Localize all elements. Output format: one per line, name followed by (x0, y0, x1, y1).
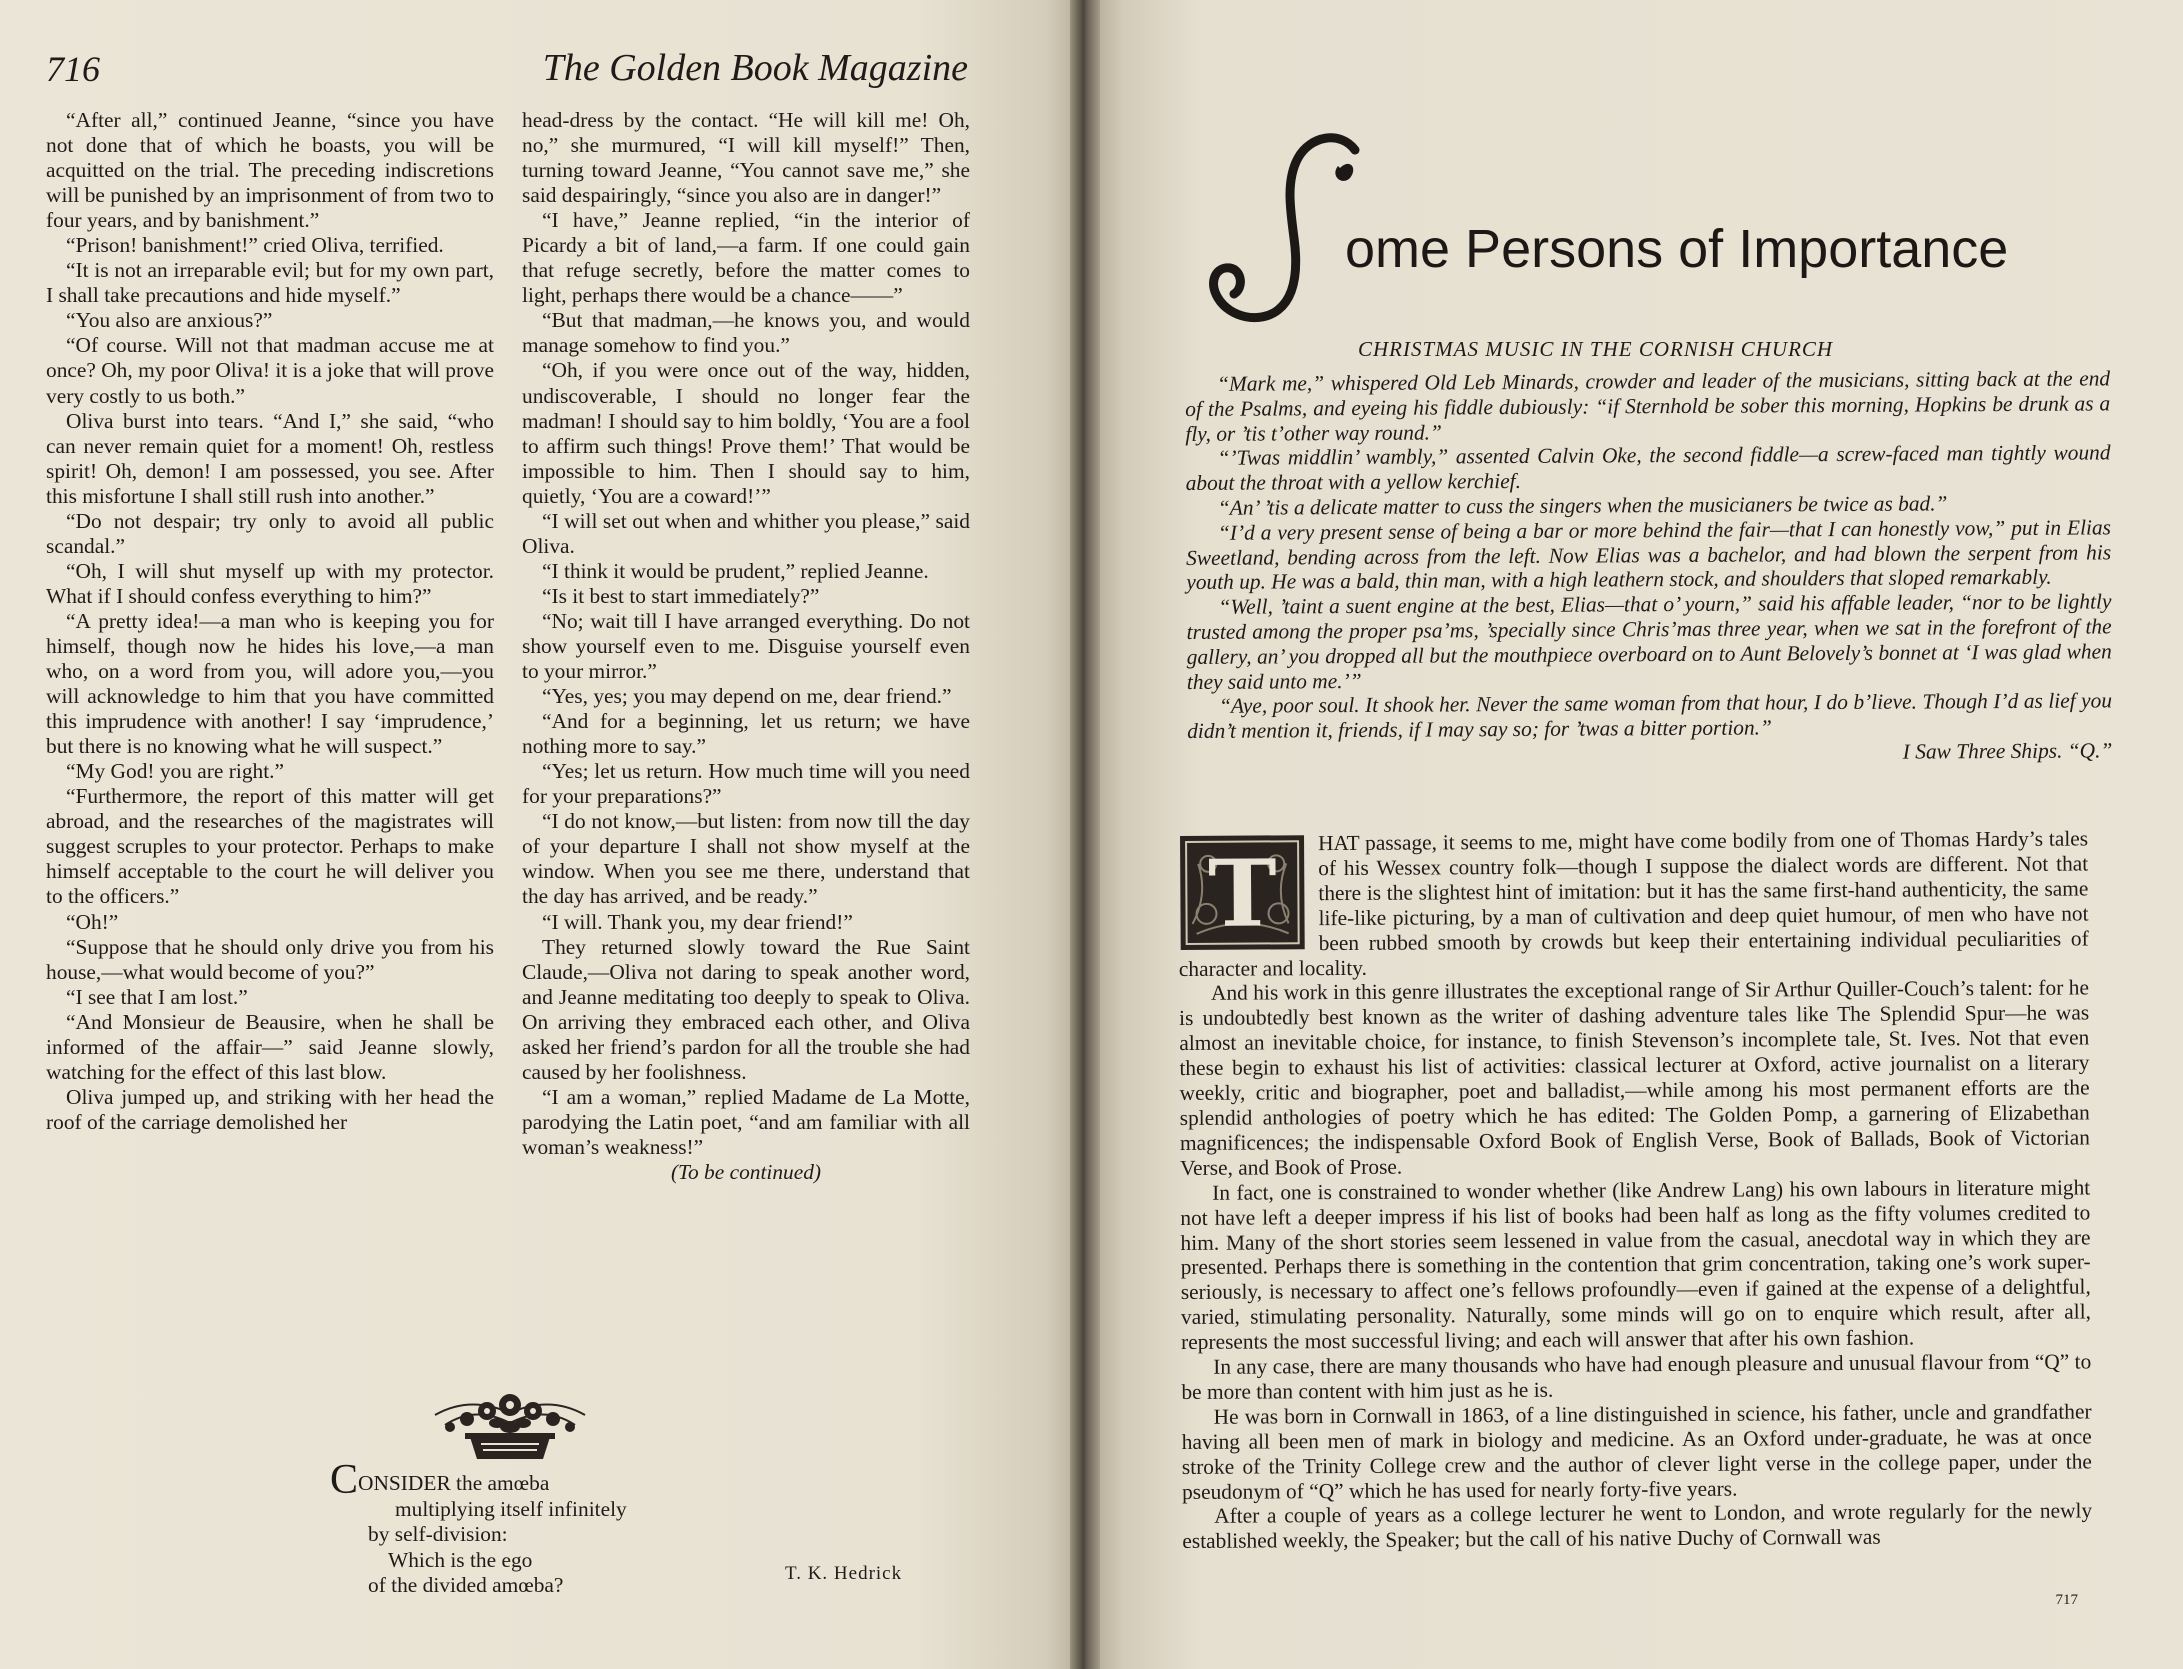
poem-author: T. K. Hedrick (785, 1563, 903, 1584)
paragraph: In any case, there are many thousands who have had enough pleasure and unusual flavour from “Q” to be more than content with him just as he is. (1181, 1349, 2092, 1404)
paragraph: “Suppose that he should only drive you from his house,—what would become of you?” (46, 934, 494, 984)
poem-line: multiplying itself infinitely (395, 1496, 627, 1521)
flower-basket-ornament-icon (425, 1375, 595, 1465)
poem-initial: C (330, 1457, 359, 1503)
paragraph: “Furthermore, the report of this matter will get abroad, and the researches of the magistrates will suggest scruples to your protector. Perhaps to make himself acceptable to the court he will deliver you to the officers.” (46, 784, 494, 909)
quote-paragraph: “Mark me,” whispered Old Leb Minards, crowder and leader of the musicians, sitting back at the end of the Psalms, and eyeing his fiddle dubiously: “if Sternhold be sober this morning, Hopkins be drunk as a fly, or ’tis t’other way round.” (1185, 366, 2111, 446)
paragraph: “After all,” continued Jeanne, “since you have not done that of which he boasts, you will be acquitted on the trial. The preceding indiscretions will be punished by an imprisonment of from two to four years, and by banishment.” (46, 108, 494, 233)
left-page (0, 0, 1078, 1669)
article-subhead: CHRISTMAS MUSIC IN THE CORNISH CHURCH (1358, 337, 1834, 361)
left-column-2 (522, 108, 970, 1185)
title-initial-text: S (1190, 128, 1191, 129)
paragraph: “Oh, I will shut myself up with my protector. What if I should confess everything to him?” (46, 558, 494, 608)
quote-paragraph: “I’d a very present sense of being a bar or more behind the fair—that I can honestly vow,” put in Elias Sweetland, bending across from the left. Now Elias was a bachelor, and had blown the serpent from his youth up. He was a bald, thin man, with a high leathern stock, and shoulders that sloped remarkably. (1186, 515, 2112, 595)
paragraph: “I will set out when and whither you please,” said Oliva. (522, 508, 970, 558)
paragraph: He was born in Cornwall in 1863, of a line distinguished in science, his father, uncle and grandfather having all been men of mark in biology and medicine. As an Oxford under-graduate, he was at once stroke of the Trinity College crew and the author of clever light verse in the college paper, under the pseudonym of “Q” which he has used for nearly forty-five years. (1181, 1399, 2092, 1504)
quote-paragraph: “Well, ’taint a suent engine at the best, Elias—that o’ yourn,” said his affable leader, “nor to be lightly trusted among the proper psa’ms, ’specially since Chris’mas three year, when we sat in the forefront of the gallery, an’ you dropped all but the mouthpiece overboard on to Aunt Belovely’s bonnet at ‘I was glad when they said unto me.’” (1186, 589, 2112, 694)
paragraph: “Yes; let us return. How much time will you need for your preparations?” (522, 759, 970, 809)
quote-paragraph: “’Twas middlin’ wambly,” assented Calvin Oke, the second fiddle—a screw-faced man tightly wound about the throat with a yellow kerchief. (1185, 440, 2111, 496)
left-column-1 (46, 108, 494, 1135)
quote-paragraph: “Aye, poor soul. It shook her. Never the same woman from that hour, I do b’lieve. Though I’d as lief you didn’t mention it, friends, if I may say so; for ’twas a bitter portion.” (1187, 688, 2113, 744)
paragraph: “Prison! banishment!” cried Oliva, terrified. (66, 233, 444, 258)
paragraph: HAT passage, it seems to me, might have come bodily from one of Thomas Hardy’s tales of his Wessex country folk—though I suppose the dialect words are different. Not that there is the slightest hint of imitation: but it has the same first-hand authenticity, the same life-like picturing, by a man of cultivation and deep quiet humour, of men who have not been rubbed smooth by crowds but keep their entertaining individual peculiarities of character and locality. (1178, 826, 2089, 981)
paragraph: “No; wait till I have arranged everything. Do not show yourself even to me. Disguise yourself even to your mirror.” (522, 608, 970, 684)
paragraph: “And Monsieur de Beausire, when he shall be informed of the affair—” said Jeanne slowly, watching for the effect of this last blow. (46, 1009, 494, 1084)
article-title: ome Persons of Importance (1345, 219, 2009, 279)
paragraph: “I will. Thank you, my dear friend!” (542, 909, 853, 934)
page-number-right: 717 (2055, 1592, 2078, 1608)
paragraph: head-dress by the contact. “He will kill me! Oh, no,” she murmured, “I will kill myself!” Then, turning toward Jeanne, “You cannot save me,” she said despairingly, “since you also are in danger!” (522, 108, 970, 208)
paragraph: “I do not know,—but listen: from now till the day of your departure I shall not show myself at the window. When you see me there, understand that the day has arrived, and be ready.” (522, 809, 970, 909)
paragraph: “Oh!” (66, 909, 119, 934)
book-gutter (1070, 0, 1100, 1669)
paragraph: “And for a beginning, let us return; we have nothing more to say.” (522, 709, 970, 759)
paragraph: After a couple of years as a college lecturer he went to London, and wrote regularly for the newly established weekly, the Speaker; but the call of his native Duchy of Cornwall was (1182, 1498, 2093, 1554)
paragraph: “I am a woman,” replied Madame de La Motte, parodying the Latin poet, “and am familiar with all woman’s weakness!” (522, 1084, 970, 1159)
paragraph: “Yes, yes; you may depend on me, dear friend.” (542, 684, 952, 709)
paragraph: Oliva burst into tears. “And I,” she said, “who can never remain quiet for a moment! Oh, restless spirit! Oh, demon! I am possessed, you see. After this misfortune I shall still rush into another.” (46, 408, 494, 508)
paragraph: They returned slowly toward the Rue Saint Claude,—Oliva not daring to speak another word, and Jeanne meditating too deeply to speak to Oliva. On arriving they embraced each other, and Oliva asked her friend’s pardon for all the trouble she had caused by her foolishness. (522, 934, 970, 1084)
paragraph: Oliva jumped up, and striking with her head the roof of the carriage demolished her (46, 1084, 494, 1134)
paragraph: “Oh, if you were once out of the way, hidden, undiscoverable, I should no longer fear the madman! I should say to him boldly, ‘You are a fool to affirm such things! Prove them!’ That would be impossible to him. Then I should say to him, quietly, ‘You are a coward!’” (522, 358, 970, 508)
poem-line: by self-division: (368, 1522, 508, 1546)
paragraph: “Of course. Will not that madman accuse me at once? Oh, my poor Oliva! it is a joke that will prove very costly to us both.” (46, 333, 494, 408)
epigraph-quote (1185, 366, 2112, 768)
poem (330, 1457, 730, 1599)
page-number-left: 716 (46, 49, 100, 89)
paragraph: “It is not an irreparable evil; but for my own part, I shall take precautions and hide myself.” (46, 258, 494, 308)
running-head: The Golden Book Magazine (542, 47, 968, 89)
paragraph: “My God! you are right.” (66, 759, 285, 784)
to-be-continued: (To be continued) (670, 1159, 822, 1184)
paragraph: In fact, one is constrained to wonder whether (like Andrew Lang) his own labours in literature might not have left a deeper impress if his list of books had been half as long as the fifty volumes credited to him. Many of the short stories seem lessened in value from the casual, anecdotal way in which they are presented. Perhaps there is something in the contention that grim concentration, taking one’s work super-seriously, is necessary to affect one’s fellows profoundly—even if gained at the expense of a delightful, varied, stimulating personality. Naturally, some minds will go on to enquire which result, after all, represents the most successful living; and each will answer that after his own fashion. (1180, 1175, 2092, 1355)
paragraph: “I have,” Jeanne replied, “in the interior of Picardy a bit of land,—a farm. If one could gain that refuge secretly, before the matter comes to light, perhaps there would be a chance——” (522, 208, 970, 308)
drop-cap-letter: T (1207, 839, 1277, 948)
quote-paragraph: “An’ ’tis a delicate matter to cuss the singers when the musicianers be twice as bad.” (1217, 491, 1948, 520)
paragraph: “Is it best to start immediately?” (542, 583, 820, 608)
paragraph: “I see that I am lost.” (66, 984, 248, 1009)
poem-line: ONSIDER the amœba (358, 1471, 550, 1495)
paragraph: “A pretty idea!—a man who is keeping you for himself, though now he hides his love,—a man who, on a word from you, will adore you,—you will acknowledge to him that you have committed this imprudence with another! I say ‘imprudence,’ but there is no knowing what he will suspect.” (46, 608, 494, 759)
poem-line: of the divided amœba? (368, 1573, 564, 1597)
paragraph: “You also are anxious?” (66, 308, 273, 333)
article-body (1178, 826, 2092, 1554)
paragraph: And his work in this genre illustrates the exceptional range of Sir Arthur Quiller-Couch’s talent: for he is undoubtedly best known as the writer of dashing adventure tales like The Splendid Spur—he was almost an inevitable choice, for instance, to finish Stevenson’s incomplete tale, St. Ives. Not that even these begin to exhaust his list of activities: classical lecturer at Oxford, active journalist on a literary weekly, critic and biographer, poet and balladist,—while among his most permanent efforts are the splendid anthologies of poetry which he has edited: The Golden Pomp, a garnering of Elizabethan magnificences; the indispensable Oxford Book of English Verse, Book of Ballads, Book of Victorian Verse, and Book of Prose. (1179, 975, 2090, 1180)
paragraph: “I think it would be prudent,” replied Jeanne. (542, 558, 929, 583)
quote-attribution: I Saw Three Ships. “Q.” (1902, 738, 2113, 764)
right-page (1092, 0, 2183, 1669)
poem-line: Which is the ego (388, 1547, 533, 1572)
paragraph: “Do not despair; try only to avoid all public scandal.” (46, 508, 494, 558)
paragraph: “But that madman,—he knows you, and would manage somehow to find you.” (522, 308, 970, 358)
drop-cap-t-icon (1178, 833, 1307, 952)
